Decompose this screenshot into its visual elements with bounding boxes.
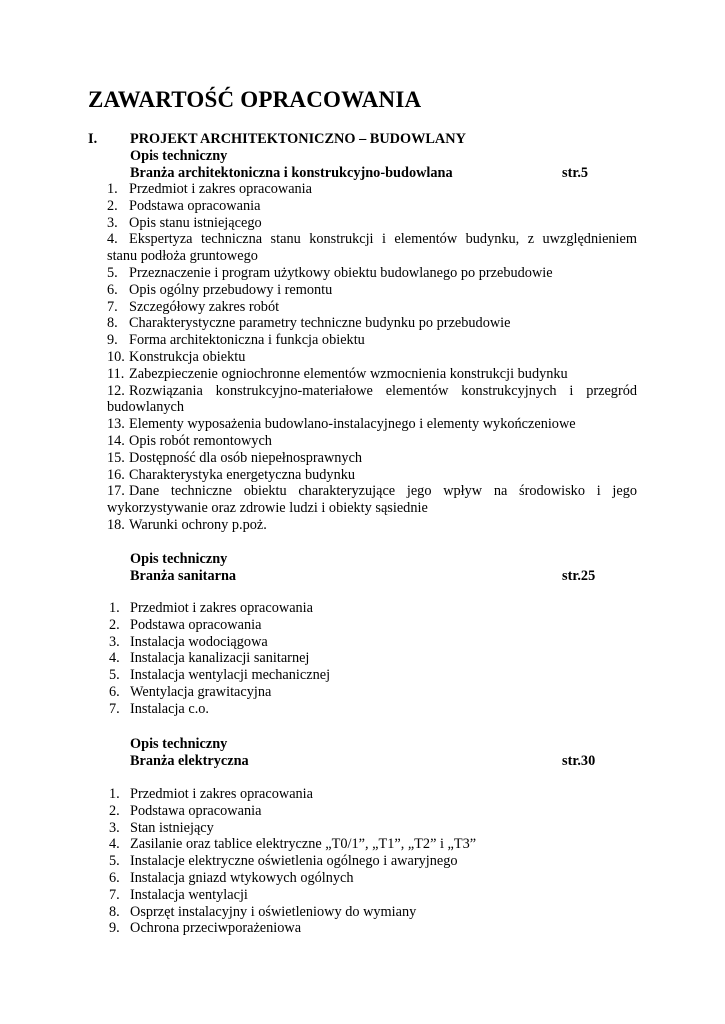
list-item-text: Przedmiot i zakres opracowania (129, 181, 313, 197)
list-item-number: 5. (107, 264, 118, 281)
sanitary-branch-title: Branża sanitarna (130, 567, 237, 584)
list-item-number: 4. (109, 836, 120, 853)
list-item-number: 4. (109, 650, 120, 667)
branch-title: Branża architektoniczna i konstrukcyjno-budowlana (130, 164, 453, 181)
list-item-number: 16. (107, 466, 125, 483)
list-item-number: 8. (107, 315, 118, 332)
list-item-text: Instalacja wodociągowa (130, 633, 268, 650)
list-item (109, 887, 609, 904)
list-item (109, 634, 609, 651)
list-item-number: 5. (109, 667, 120, 684)
list-item (107, 433, 637, 450)
list-item-number: 15. (107, 449, 125, 466)
list-item-continuation: stanu podłoża gruntowego (107, 248, 258, 265)
list-item (109, 920, 609, 937)
list-item-text: Dane techniczne obiektu charakteryzujące jego wpływ na środowisko i jego (129, 483, 637, 500)
list-item (107, 198, 637, 215)
list-item-number: 5. (109, 853, 120, 870)
electrical-page-reference: str.30 (562, 752, 596, 769)
list-item (109, 853, 609, 870)
page-title: ZAWARTOŚĆ OPRACOWANIA (88, 87, 422, 112)
list-item (107, 416, 637, 433)
list-item-text: Szczegółowy zakres robót (129, 298, 280, 315)
list-item-text: Warunki ochrony p.poż. (129, 516, 267, 533)
list-item (107, 181, 637, 198)
list-item (109, 836, 609, 853)
section-title: PROJEKT ARCHITEKTONICZNO – BUDOWLANY (130, 131, 466, 147)
list-item-number: 3. (109, 633, 120, 650)
sanitary-page-reference: str.25 (562, 567, 596, 584)
list-item-number: 10. (107, 348, 125, 365)
list-item-number: 14. (107, 432, 125, 449)
list-item-text: Wentylacja grawitacyjna (130, 683, 272, 700)
list-item (109, 803, 609, 820)
list-item-text: Instalacja gniazd wtykowych ogólnych (130, 869, 354, 886)
list-item-number: 8. (109, 903, 120, 920)
list-item-text: Stan istniejący (130, 819, 214, 836)
list-item-number: 6. (107, 281, 118, 298)
list-item-text: Opis stanu istniejącego (129, 214, 262, 231)
list-item (107, 265, 637, 282)
list-item (107, 349, 637, 366)
list-item-number: 6. (109, 869, 120, 886)
list-item-text: Instalacja wentylacji (130, 886, 248, 903)
list-item (109, 667, 609, 684)
sanitary-heading (130, 551, 600, 585)
list-item-text: Konstrukcja obiektu (129, 348, 246, 365)
list-item (109, 684, 609, 701)
list-item-text: Forma architektoniczna i funkcja obiektu (129, 332, 365, 349)
list-item-number: 2. (107, 197, 118, 214)
list-item (107, 366, 637, 383)
list-item-text: Podstawa opracowania (130, 802, 262, 819)
list-item-number: 3. (107, 214, 118, 231)
list-item (107, 231, 637, 248)
list-item-text: Osprzęt instalacyjny i oświetleniowy do wymiany (130, 903, 417, 920)
list-item-text: Charakterystyczne parametry techniczne budynku po przebudowie (129, 315, 511, 332)
electrical-heading (130, 736, 600, 770)
architecture-list (107, 181, 637, 534)
list-item-text: Zabezpieczenie ogniochronne elementów wzmocnienia konstrukcji budynku (129, 365, 568, 382)
list-item (109, 904, 609, 921)
list-item-text: Elementy wyposażenia budowlano-instalacyjnego i elementy wykończeniowe (129, 416, 576, 433)
list-item-number: 11. (107, 365, 125, 382)
list-item (109, 617, 609, 634)
list-item (109, 701, 609, 718)
list-item-number: 4. (107, 231, 118, 248)
page-reference: str.5 (562, 164, 589, 181)
list-item (107, 383, 637, 400)
list-item (107, 215, 637, 232)
list-item-number: 7. (107, 298, 118, 315)
list-item (107, 450, 637, 467)
list-item-number: 3. (109, 819, 120, 836)
electrical-branch-title: Branża elektryczna (130, 752, 249, 769)
list-item-number: 6. (109, 683, 120, 700)
list-item-text: Charakterystyka energetyczna budynku (129, 466, 356, 483)
list-item-text: Przedmiot i zakres opracowania (130, 786, 314, 802)
list-item-text: Przedmiot i zakres opracowania (130, 600, 314, 616)
list-item (109, 870, 609, 887)
electrical-list (109, 786, 609, 937)
list-item-text: Instalacje elektryczne oświetlenia ogólnego i awaryjnego (130, 853, 458, 870)
list-item-text: Przeznaczenie i program użytkowy obiektu budowlanego po przebudowie (129, 264, 553, 281)
list-item-text: Rozwiązania konstrukcyjno-materiałowe elementów konstrukcyjnych i przegród (129, 382, 637, 399)
list-item-number: 17. (107, 483, 125, 500)
list-item-number: 1. (109, 786, 120, 802)
list-item-number: 1. (109, 600, 120, 616)
list-item (107, 467, 637, 484)
list-item-text: Instalacja wentylacji mechanicznej (130, 667, 331, 684)
list-item-number: 13. (107, 416, 125, 433)
list-item-text: Ekspertyza techniczna stanu konstrukcji i elementów budynku, z uwzględnieniem (129, 231, 637, 248)
list-item (109, 786, 609, 803)
list-item-number: 9. (107, 332, 118, 349)
section-subtitle: Opis techniczny (130, 147, 228, 164)
list-item (107, 315, 637, 332)
electrical-subtitle: Opis techniczny (130, 736, 228, 752)
list-item (109, 650, 609, 667)
list-item-text: Instalacja kanalizacji sanitarnej (130, 650, 310, 667)
list-item (107, 299, 637, 316)
list-item (109, 600, 609, 617)
list-item-number: 12. (107, 382, 125, 399)
list-item-continuation: wykorzystywanie oraz zdrowie ludzi i obiekty sąsiednie (107, 500, 428, 517)
list-item-text: Zasilanie oraz tablice elektryczne „T0/1”, „T1”, „T2” i „T3” (130, 836, 477, 853)
list-item-number: 9. (109, 920, 120, 937)
list-item-text: Opis robót remontowych (129, 432, 272, 449)
list-item-text: Instalacja c.o. (130, 700, 209, 717)
list-item-number: 7. (109, 700, 120, 717)
section-number: I. (88, 131, 98, 147)
list-item (107, 282, 637, 299)
list-item-text: Ochrona przeciwporażeniowa (130, 920, 302, 937)
list-item-continuation: budowlanych (107, 399, 185, 416)
list-item-text: Opis ogólny przebudowy i remontu (129, 281, 333, 298)
list-item (107, 517, 637, 534)
list-item-text: Podstawa opracowania (130, 616, 262, 633)
list-item (107, 332, 637, 349)
list-item-number: 2. (109, 616, 120, 633)
list-item-number: 7. (109, 886, 120, 903)
list-item-text: Podstawa opracowania (129, 197, 261, 214)
list-item-number: 18. (107, 516, 125, 533)
list-item (107, 483, 637, 500)
list-item (109, 820, 609, 837)
list-item-number: 1. (107, 181, 118, 197)
list-item-number: 2. (109, 802, 120, 819)
sanitary-subtitle: Opis techniczny (130, 551, 228, 567)
sanitary-list (109, 600, 609, 718)
list-item-text: Dostępność dla osób niepełnosprawnych (129, 449, 363, 466)
